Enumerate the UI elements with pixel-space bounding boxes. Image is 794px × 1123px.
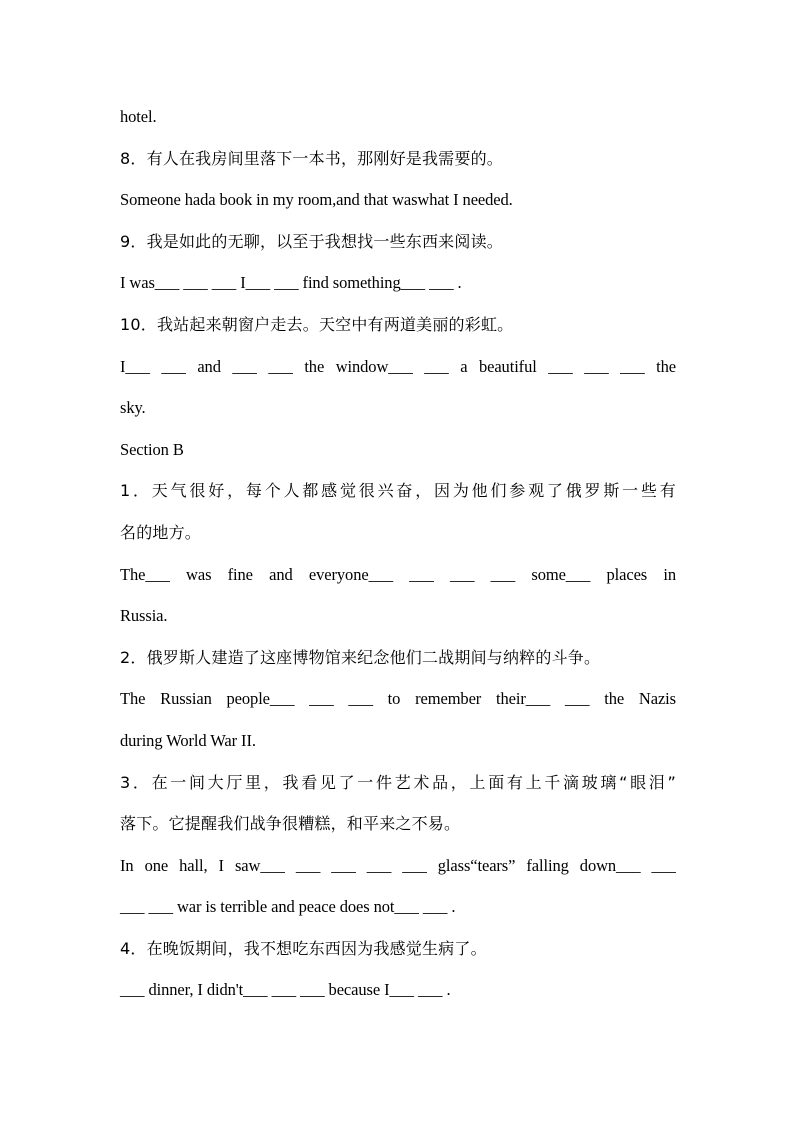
question-10: 10．我站起来朝窗户走去。天空中有两道美丽的彩虹。 — [120, 314, 514, 334]
section-b-answer-line-1-end: Russia. — [120, 606, 168, 626]
section-b-answer-line-2: The Russian people___ ___ ___ to remember their___ ___ the Nazis — [120, 689, 676, 709]
section-b-question-1: 1．天气很好，每个人都感觉很兴奋，因为他们参观了俄罗斯一些有 — [120, 481, 676, 501]
question-9: 9．我是如此的无聊，以至于我想找一些东西来阅读。 — [120, 231, 503, 251]
answer-line-10-end: sky. — [120, 398, 146, 418]
section-b-answer-line-2-end: during World War II. — [120, 730, 256, 750]
section-heading: Section B — [120, 439, 184, 459]
section-b-question-1-end: 名的地方。 — [120, 522, 202, 542]
document-page — [120, 96, 676, 1011]
section-b-answer-line-1: The___ was fine and everyone___ ___ ___ ___ some___ places in — [120, 564, 676, 584]
section-b-question-2: 2．俄罗斯人建造了这座博物馆来纪念他们二战期间与纳粹的斗争。 — [120, 647, 601, 667]
answer-line-8: Someone hada book in my room,and that waswhat I needed. — [120, 190, 513, 210]
answer-line-9: I was___ ___ ___ I___ ___ find something___ ___ . — [120, 273, 462, 293]
answer-line-7-end: hotel. — [120, 107, 157, 126]
section-b-answer-line-3-end: ___ ___ war is terrible and peace does not___ ___ . — [120, 897, 456, 917]
section-b-answer-line-3: In one hall, I saw___ ___ ___ ___ ___ glass“tears” falling down___ ___ — [120, 855, 676, 875]
section-b-question-3: 3．在一间大厅里，我看见了一件艺术品，上面有上千滴玻璃“眼泪” — [120, 772, 676, 792]
question-8: 8．有人在我房间里落下一本书，那刚好是我需要的。 — [120, 148, 503, 168]
section-b-question-3-end: 落下。它提醒我们战争很糟糕，和平来之不易。 — [120, 814, 461, 834]
answer-line-10: I___ ___ and ___ ___ the window___ ___ a beautiful ___ ___ ___ the — [120, 356, 676, 376]
section-b-answer-line-4: ___ dinner, I didn't___ ___ ___ because I___ ___ . — [120, 980, 451, 1000]
section-b-question-4: 4．在晚饭期间，我不想吃东西因为我感觉生病了。 — [120, 938, 487, 958]
